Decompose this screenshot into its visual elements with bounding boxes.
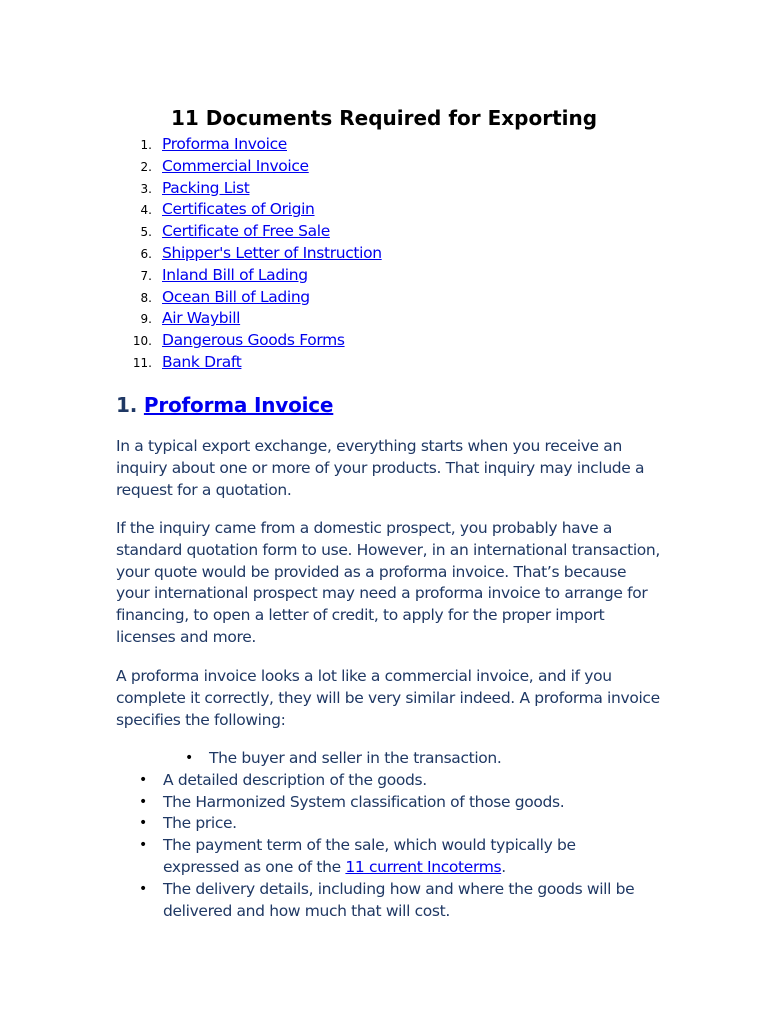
toc-item bbox=[130, 307, 382, 329]
toc-number: 4. bbox=[140, 203, 152, 218]
toc-item bbox=[130, 133, 382, 155]
incoterms-link[interactable]: 11 current Incoterms bbox=[345, 857, 502, 876]
toc-number: 6. bbox=[140, 246, 152, 261]
list-item-text: The payment term of the sale, which would typically be expressed as one of the bbox=[163, 836, 576, 876]
toc-number: 1. bbox=[140, 138, 152, 152]
toc-item bbox=[130, 198, 382, 220]
toc-link-proforma-invoice[interactable]: Proforma Invoice bbox=[162, 135, 287, 153]
toc-item bbox=[130, 242, 382, 264]
bullet-marker: • bbox=[139, 771, 147, 788]
bullet-marker: • bbox=[185, 750, 193, 766]
toc-number: 5. bbox=[140, 225, 152, 240]
toc-link-certificates-of-origin[interactable]: Certificates of Origin bbox=[162, 200, 315, 219]
toc-item bbox=[130, 329, 382, 351]
paragraph: If the inquiry came from a domestic prospect, you probably have a standard quotation form to use. However, in an international transaction, your quote would be provided as a proforma invoice. That’s because your international prospect may need a proforma invoice to arrange for financing, to open a letter of credit, to apply for the proper import licenses and more. bbox=[116, 519, 660, 646]
toc-number: 9. bbox=[140, 312, 152, 327]
list-item-text: A detailed description of the goods. bbox=[163, 770, 427, 789]
toc-number: 8. bbox=[140, 290, 152, 305]
toc-link-certificate-of-free-sale[interactable]: Certificate of Free Sale bbox=[162, 222, 330, 241]
toc-number: 3. bbox=[140, 181, 152, 196]
paragraph: In a typical export exchange, everything starts when you receive an inquiry about one or more of your products. That inquiry may include a request for a quotation. bbox=[116, 437, 645, 499]
document-title: 11 Documents Required for Exporting bbox=[170, 106, 598, 130]
paragraph: A proforma invoice looks a lot like a commercial invoice, and if you complete it correctly, they will be very similar indeed. A proforma invoice specifies the following: bbox=[116, 667, 660, 729]
bullet-marker: • bbox=[139, 837, 147, 854]
toc-item bbox=[130, 264, 382, 286]
toc-link-shippers-letter-of-instruction[interactable]: Shipper's Letter of Instruction bbox=[162, 243, 382, 262]
toc-link-air-waybill[interactable]: Air Waybill bbox=[162, 309, 241, 328]
toc-link-inland-bill-of-lading[interactable]: Inland Bill of Lading bbox=[162, 265, 308, 284]
toc-link-packing-list[interactable]: Packing List bbox=[162, 178, 250, 197]
toc-link-dangerous-goods-forms[interactable]: Dangerous Goods Forms bbox=[162, 331, 345, 350]
list-item-text: The Harmonized System classification of those goods. bbox=[163, 792, 565, 811]
list-item bbox=[0, 879, 653, 923]
section-heading-link[interactable]: Proforma Invoice bbox=[143, 393, 334, 417]
toc-link-commercial-invoice[interactable]: Commercial Invoice bbox=[162, 156, 309, 175]
table-of-contents bbox=[130, 133, 382, 373]
bullet-marker: • bbox=[139, 815, 147, 832]
toc-item bbox=[130, 351, 382, 373]
toc-number: 10. bbox=[132, 334, 152, 349]
list-item-text: The delivery details, including how and where the goods will be delivered and how much that will cost. bbox=[163, 879, 635, 920]
list-item bbox=[0, 835, 653, 879]
toc-number: 11. bbox=[132, 355, 152, 370]
list-item bbox=[0, 813, 653, 835]
bullet-marker: • bbox=[139, 880, 147, 897]
toc-link-ocean-bill-of-lading[interactable]: Ocean Bill of Lading bbox=[162, 287, 310, 306]
toc-number: 2. bbox=[140, 159, 152, 174]
list-item bbox=[0, 748, 653, 770]
section-heading bbox=[116, 390, 333, 420]
toc-item bbox=[130, 286, 382, 308]
toc-item bbox=[130, 220, 382, 242]
list-item bbox=[0, 770, 653, 792]
list-item bbox=[0, 792, 653, 814]
list-item-text: The price. bbox=[163, 814, 237, 833]
toc-item bbox=[130, 177, 382, 199]
list-item-text: The buyer and seller in the transaction. bbox=[209, 749, 502, 767]
section-number: 1. bbox=[116, 393, 138, 417]
toc-number: 7. bbox=[140, 268, 152, 283]
bullet-marker: • bbox=[139, 793, 147, 810]
toc-item bbox=[130, 155, 382, 177]
list-item-text-end: . bbox=[501, 857, 506, 876]
toc-link-bank-draft[interactable]: Bank Draft bbox=[162, 352, 242, 371]
bullet-list bbox=[0, 748, 653, 922]
